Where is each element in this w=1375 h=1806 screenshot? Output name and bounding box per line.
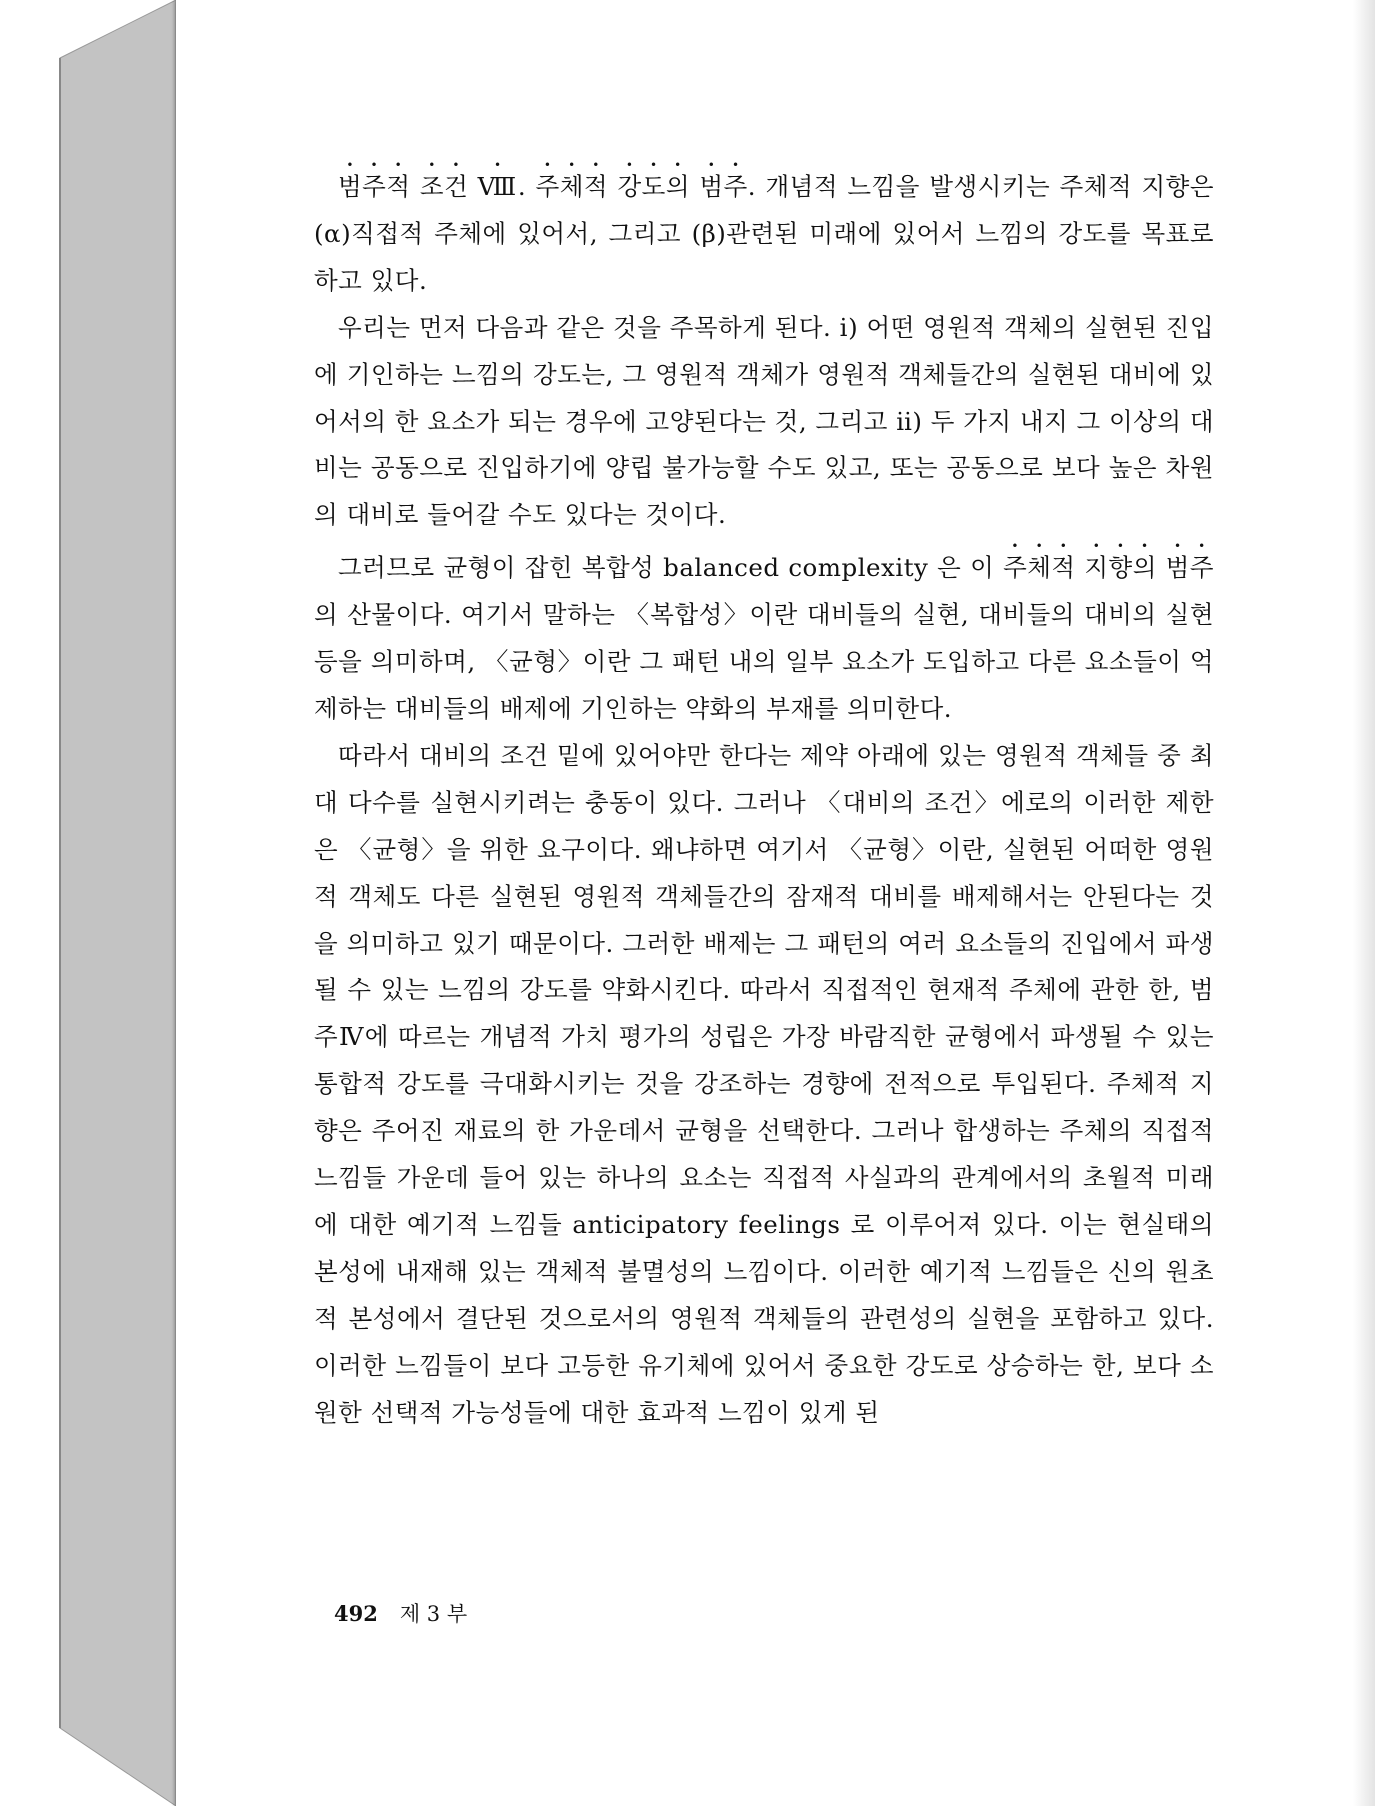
paragraph-observation bbox=[314, 305, 1214, 540]
paragraph-text: 개념적 느낌을 발생시키는 주체적 지향은 (α)직접적 주체에 있어서, 그리고 (β)관련된 미래에 있어서 느낌의 강도를 목표로 하고 있다. bbox=[314, 172, 1214, 295]
paragraph-text: 따라서 대비의 조건 밑에 있어야만 한다는 제약 아래에 있는 영원적 객체들 중 최대 다수를 실현시키려는 충동이 있다. 그러나 〈대비의 조건〉에로의 이러한 제한은 〈균형〉을 위한 요구이다. 왜냐하면 여기서 〈균형〉이란, 실현된 어떠한 영원적 객체도 다른 실현된 영원적 객체들간의 잠재적 대비를 배제해서는 안된다는 것을 의미하고 있기 때문이다. 그러한 배제는 그 패턴의 여러 요소들의 진입에서 파생될 수 있는 느낌의 강도를 약화시킨다. 따라서 직접적인 현재적 주체에 관한 한, 범주Ⅳ에 따르는 개념적 가치 평가의 성립은 가장 바람직한 균형에서 파생될 수 있는 통합적 강도를 극대화시키는 것을 강조하는 경향에 전적으로 투입된다. 주체적 지향은 주어진 재료의 한 가운데서 균형을 선택한다. 그러나 합생하는 주체의 직접적 느낌들 가운데 들어 있는 하나의 요소는 직접적 사실과의 관계에서의 초월적 미래에 대한 예기적 느낌들 anticipatory feelings 로 이루어져 있다. 이는 현실태의 본성에 내재해 있는 객체적 불멸성의 느낌이다. 이러한 예기적 느낌들은 신의 원초적 본성에서 결단된 것으로서의 영원적 객체들의 관련성의 실현을 포함하고 있다. 이러한 느낌들이 보다 고등한 유기체에 있어서 중요한 강도로 상승하는 한, 보다 소원한 선택적 가능성들에 대한 효과적 느낌이 있게 된 bbox=[314, 740, 1214, 1427]
paragraph-category-viii bbox=[314, 158, 1214, 305]
paragraph-balanced-complexity bbox=[314, 539, 1214, 733]
page-sheet bbox=[176, 0, 1375, 1806]
body-text bbox=[314, 158, 1214, 1436]
paragraph-contrast-condition bbox=[314, 733, 1214, 1437]
page-number: 492 bbox=[334, 1601, 378, 1626]
page-edge-shadow bbox=[1353, 0, 1375, 1806]
part-label: 제 3 부 bbox=[399, 1602, 468, 1626]
paragraph-text: 의 산물이다. 여기서 말하는 〈복합성〉이란 대비들의 실현, 대비들의 대비의 실현 등을 의미하며, 〈균형〉이란 그 패턴 내의 일부 요소가 도입하고 다른 요소들이 억제하는 대비들의 배제에 기인하는 약화의 부재를 의미한다. bbox=[314, 600, 1214, 723]
category-heading: 범주적 조건 Ⅷ. 주체적 강도의 범주. bbox=[338, 172, 757, 201]
paragraph-text: 우리는 먼저 다음과 같은 것을 주목하게 된다. ⅰ) 어떤 영원적 객체의 실현된 진입에 기인하는 느낌의 강도는, 그 영원적 객체가 영원적 객체들간의 실현된 대비에 있어서의 한 요소가 되는 경우에 고양된다는 것, 그리고 ⅱ) 두 가지 내지 그 이상의 대비는 공동으로 진입하기에 양립 불가능할 수도 있고, 또는 공동으로 보다 높은 차원의 대비로 들어갈 수도 있다는 것이다. bbox=[314, 312, 1214, 530]
page-footer bbox=[334, 1598, 467, 1628]
paragraph-text: 그러므로 균형이 잡힌 복합성 balanced complexity 은 이 bbox=[338, 553, 1004, 583]
emphasized-term: 주체적 지향의 범주 bbox=[1003, 553, 1214, 583]
